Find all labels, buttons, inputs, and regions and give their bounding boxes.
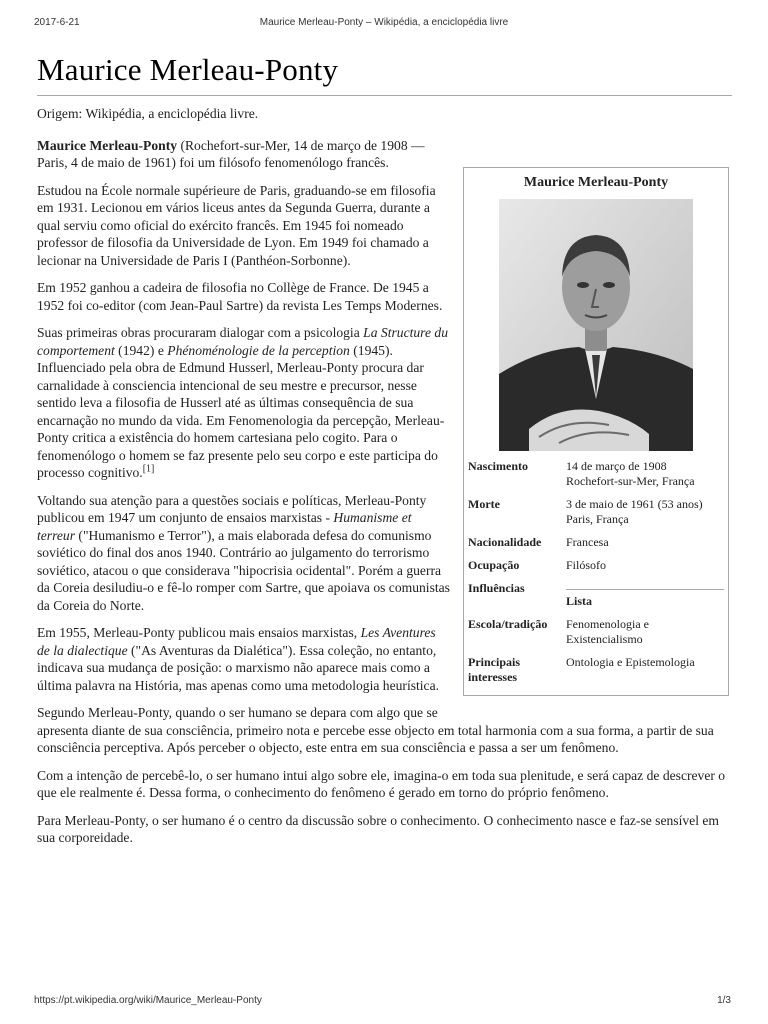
death-date[interactable]: 3 de maio de 1961 (53 anos) (566, 496, 703, 511)
infobox-value (560, 493, 728, 531)
infobox-value: Francesa (566, 534, 609, 549)
paragraph-perception: Segundo Merleau-Ponty, quando o ser humano se depara com algo que se apresenta diante de sua consciência, primeiro nota e percebe esse objecto em total harmonia com a sua forma, a partir de sua consciência perceptiva. Após perceber o objecto, este entra em sua consciência e passa a ser um fenômeno. (37, 705, 714, 755)
article-body (37, 105, 729, 857)
infobox-label: Nascimento (468, 458, 528, 473)
title-divider (37, 95, 732, 96)
infobox-label: Ocupação (468, 557, 520, 572)
work-link-structure[interactable]: La Structure du comportement (37, 325, 448, 358)
birth-place[interactable]: Rochefort-sur-Mer, França (566, 473, 695, 488)
infobox-row-ocupacao (464, 554, 728, 577)
infobox-row-interesses (464, 651, 728, 689)
infobox-title: Maurice Merleau-Ponty (523, 174, 669, 190)
paragraph-intuition: Com a intenção de percebê-lo, o ser humano intui algo sobre ele, imagina-o em toda sua plenitude, e será capaz de descrever o que ele realmente é. Dessa forma, o conhecimento do fenômeno é gerado em torno do próprio fenômeno. (37, 767, 726, 800)
death-place[interactable]: Paris, França (566, 511, 629, 526)
infobox (463, 167, 729, 696)
paragraph-education: Estudou na École normale supérieure de Paris, graduando-se em filosofia em 1931. Lecionou em vários liceus antes da Segunda Guerra, durante a qual serviu como oficial do exército francês. Em 1945 foi nomeado professor de filosofia da Universidade de Lyon. Em 1949 foi chamado a lecionar na Universidade de Paris I (Panthéon-Sorbonne). (37, 182, 436, 268)
work-link-aventures[interactable]: Les Aventures de la dialectique (37, 625, 436, 658)
subject-name: Maurice Merleau-Ponty (37, 137, 178, 153)
portrait-photo (499, 199, 693, 451)
infobox-value[interactable]: Filósofo (566, 557, 607, 572)
work-link-humanisme[interactable]: Humanisme et terreur (37, 510, 412, 543)
page-number: 1/3 (717, 995, 731, 1006)
paragraph-early-works: Suas primeiras obras procuraram dialogar com a psicologia La Structure du comportement (1942) e Phénoménologie de la perception (1945). Influenciado pela obra de Edmund Husserl, Merleau-Ponty procura dar carnalidade à consciencia intencional de seu mestre e precursor, nesse sentido leva a filosofia de Husserl até as últimas consequência de sua encarnação no mundo da vida. Em Fenomenologia da percepção, Merleau-Ponty critica a existência do homem cartesiana pelo cogito. Para o fenomenólogo o homem se faz presente pelo seu corpo e este participa do processo cognitivo.[1] (37, 325, 448, 480)
infobox-table (464, 455, 728, 689)
influences-list-toggle[interactable]: Lista (566, 589, 724, 609)
reference-link[interactable]: [1] (142, 463, 155, 475)
paragraph-knowledge: Para Merleau-Ponty, o ser humano é o centro da discussão sobre o conhecimento. O conhecimento nasce e faz-se sensível em sua corporeidade. (37, 812, 719, 845)
infobox-label: Escola/tradição (468, 616, 548, 631)
page-url: https://pt.wikipedia.org/wiki/Maurice_Merleau-Ponty (34, 995, 262, 1006)
infobox-row-nascimento (464, 455, 728, 493)
infobox-row-influencias (464, 577, 728, 613)
infobox-label: Nacionalidade (468, 534, 542, 549)
paragraph-politics: Voltando sua atenção para a questões sociais e políticas, Merleau-Ponty publicou em 1947 um conjunto de ensaios marxistas - Humanisme et terreur ("Humanismo e Terror"), a mais elaborada defesa do comunismo soviético do final dos anos 1940. Contrário ao julgamento do terrorismo soviético, atacou o que considerava "hipocrisia ocidental". Porém a guerra da Coreia desiludiu-o e fê-lo romper com Sartre, que apoiava os comunistas da Coreia do Norte. (37, 492, 450, 613)
infobox-label: Morte (468, 496, 500, 511)
infobox-value[interactable]: Ontologia e Epistemologia (566, 654, 695, 669)
paragraph-college-de-france: Em 1952 ganhou a cadeira de filosofia no Collège de France. De 1945 a 1952 foi co-editor (com Jean-Paul Sartre) da revista Les Temps Modernes. (37, 280, 443, 313)
infobox-value (560, 577, 728, 613)
work-link-phenomenologie[interactable]: Phénoménologie de la perception (167, 342, 350, 358)
infobox-value[interactable]: Fenomenologia e Existencialismo (566, 616, 649, 646)
infobox-label: Influências (468, 580, 525, 595)
print-title: Maurice Merleau-Ponty – Wikipédia, a enciclopédia livre (259, 17, 509, 28)
infobox-row-morte (464, 493, 728, 531)
paragraph-aventures: Em 1955, Merleau-Ponty publicou mais ensaios marxistas, Les Aventures de la dialectique ("As Aventuras da Dialética"). Essa coleção, no entanto, indicava sua mudança de posição: o marxismo não aparece mais como a última palavra na História, mas apenas como uma metodologia heurística. (37, 625, 440, 693)
infobox-row-nacionalidade (464, 531, 728, 554)
origin-line: Origem: Wikipédia, a enciclopédia livre. (37, 106, 259, 121)
print-date: 2017-6-21 (34, 17, 80, 28)
lead-text: (Rochefort-sur-Mer, 14 de março de 1908 — Paris, 4 de maio de 1961) foi um filósofo fenomenólogo francês. (37, 137, 425, 170)
birth-date[interactable]: 14 de março de 1908 (566, 458, 667, 473)
infobox-row-escola (464, 613, 728, 651)
page-title: Maurice Merleau-Ponty (37, 52, 339, 87)
infobox-value (560, 455, 728, 493)
infobox-label: Principais interesses (468, 654, 521, 684)
